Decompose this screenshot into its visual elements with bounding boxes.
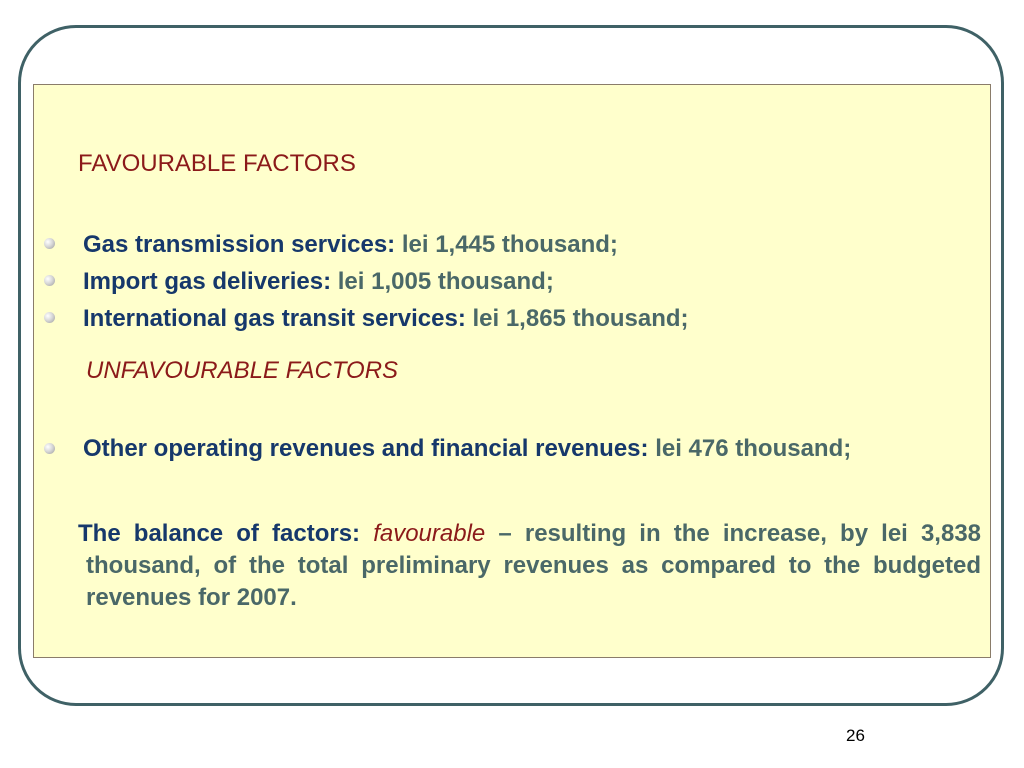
balance-emphasis: favourable <box>373 520 486 547</box>
factor-value: lei 1,445 thousand; <box>401 231 618 258</box>
page-number: 26 <box>846 726 865 745</box>
factor-value: lei 1,865 thousand; <box>472 305 689 332</box>
balance-statement <box>78 518 981 614</box>
favourable-factors-heading: FAVOURABLE FACTORS <box>78 150 356 177</box>
factor-label: Other operating revenues and financial revenues <box>83 435 641 462</box>
unfavourable-factors-heading: UNFAVOURABLE FACTORS <box>86 357 399 384</box>
list-item <box>44 433 944 464</box>
bullet-icon <box>44 443 55 454</box>
list-item <box>44 263 944 300</box>
factor-value: lei 476 thousand; <box>655 435 852 462</box>
balance-label: The balance of factors: <box>78 520 361 547</box>
bullet-icon <box>44 312 55 323</box>
factor-value: lei 1,005 thousand; <box>337 268 554 295</box>
factor-label: Gas transmission services: <box>83 231 396 258</box>
bullet-icon <box>44 275 55 286</box>
bullet-icon <box>44 238 55 249</box>
factor-colon: : <box>640 435 649 462</box>
factor-label: International gas transit services <box>83 305 458 332</box>
list-item <box>44 300 944 337</box>
favourable-factors-list <box>44 226 944 337</box>
factor-label: Import gas deliveries: <box>83 268 332 295</box>
unfavourable-factors-list <box>44 433 944 464</box>
list-item <box>44 226 944 263</box>
balance-text: – resulting in the increase, by lei 3,838 thousand, of the total preliminary revenues as compared to the budgeted revenues for 2007. <box>86 520 982 611</box>
factor-colon: : <box>457 305 466 332</box>
